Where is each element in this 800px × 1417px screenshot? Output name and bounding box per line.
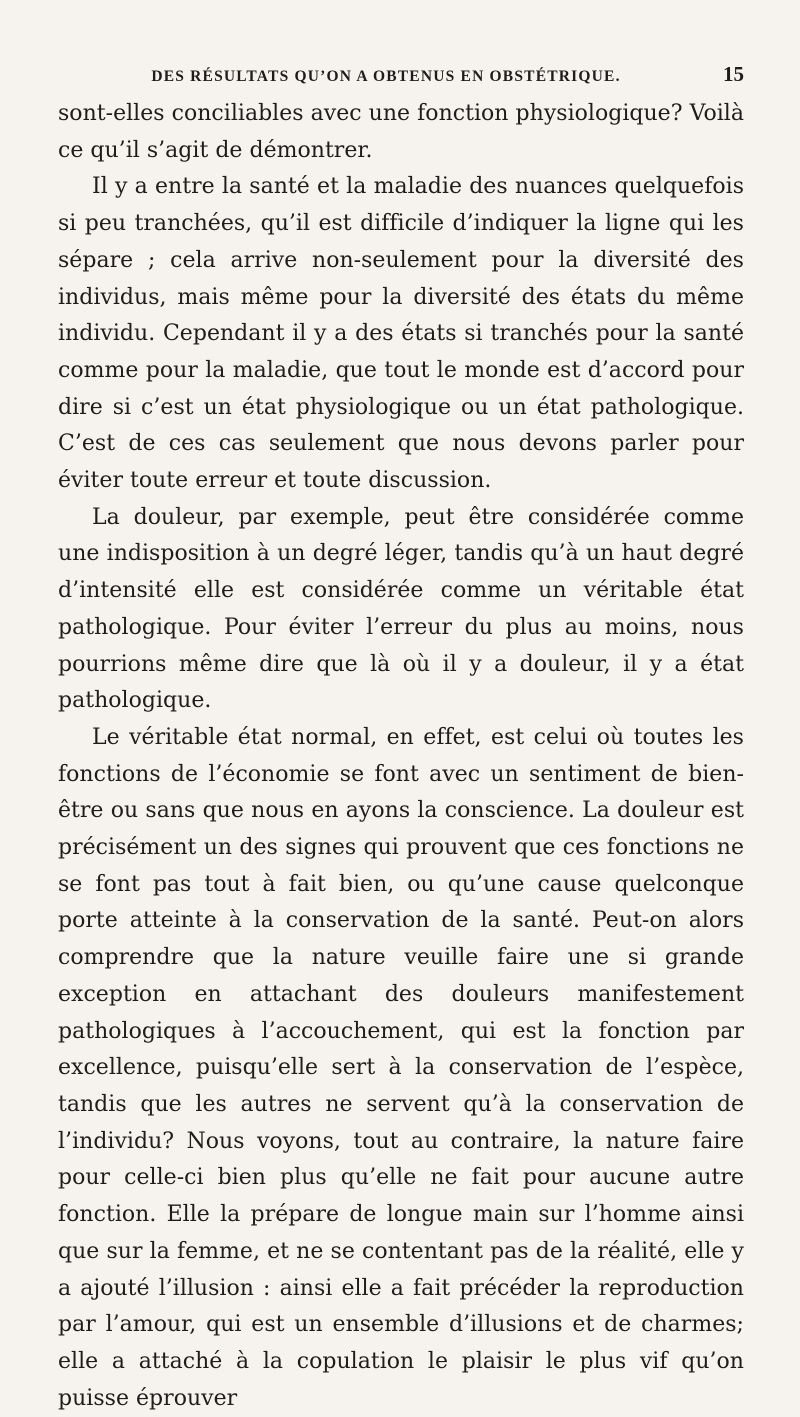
running-title: DES RÉSULTATS QU’ON A OBTENUS EN OBSTÉTRIQUE.	[151, 68, 621, 85]
page-number: 15	[723, 62, 744, 86]
paragraph-4: Le véritable état normal, en effet, est celui où toutes les fonctions de l’économie se font avec un sentiment de bien-être ou sans que nous en ayons la conscience. La douleur est précisément un des signes qui prouvent que ces fonctions ne se font pas tout à fait bien, ou qu’une cause quelconque porte atteinte à la conservation de la santé. Peut-on alors comprendre que la nature veuille faire une si grande exception en attachant des douleurs manifestement pathologiques à l’accouchement, qui est la fonction par excellence, puisqu’elle sert à la conservation de l’espèce, tandis que les autres ne servent qu’à la conservation de l’individu? Nous voyons, tout au contraire, la nature faire pour celle-ci bien plus qu’elle ne fait pour aucune autre fonction. Elle la prépare de longue main sur l’homme ainsi que sur la femme, et ne se contentant pas de la réalité, elle y a ajouté l’illusion : ainsi elle a fait précéder la reproduction par l’amour, qui est un ensemble d’illusions et de charmes; elle a attaché à la copulation le plaisir le plus vif qu’on puisse éprouver	[58, 724, 744, 1411]
paragraph-1: sont-elles conciliables avec une fonction physiologique? Voilà ce qu’il s’agit de démontrer.	[58, 101, 744, 163]
paragraph-3: La douleur, par exemple, peut être considérée comme une indisposition à un degré léger, tandis qu’à un haut degré d’intensité elle est considérée comme un véritable état pathologique. Pour éviter l’erreur du plus au moins, nous pourrions même dire que là où il y a douleur, il y a état pathologique.	[58, 504, 744, 714]
paragraph-2: Il y a entre la santé et la maladie des nuances quelquefois si peu tranchées, qu’il est difficile d’indiquer la ligne qui les sépare ; cela arrive non-seulement pour la diversité des individus, mais même pour la diversité des états du même individu. Cependant il y a des états si tranchés pour la santé comme pour la maladie, que tout le monde est d’accord pour dire si c’est un état physiologique ou un état pathologique. C’est de ces cas seulement que nous devons parler pour éviter toute erreur et toute discussion.	[58, 174, 744, 494]
body-text	[58, 96, 744, 1417]
running-head	[58, 62, 744, 84]
